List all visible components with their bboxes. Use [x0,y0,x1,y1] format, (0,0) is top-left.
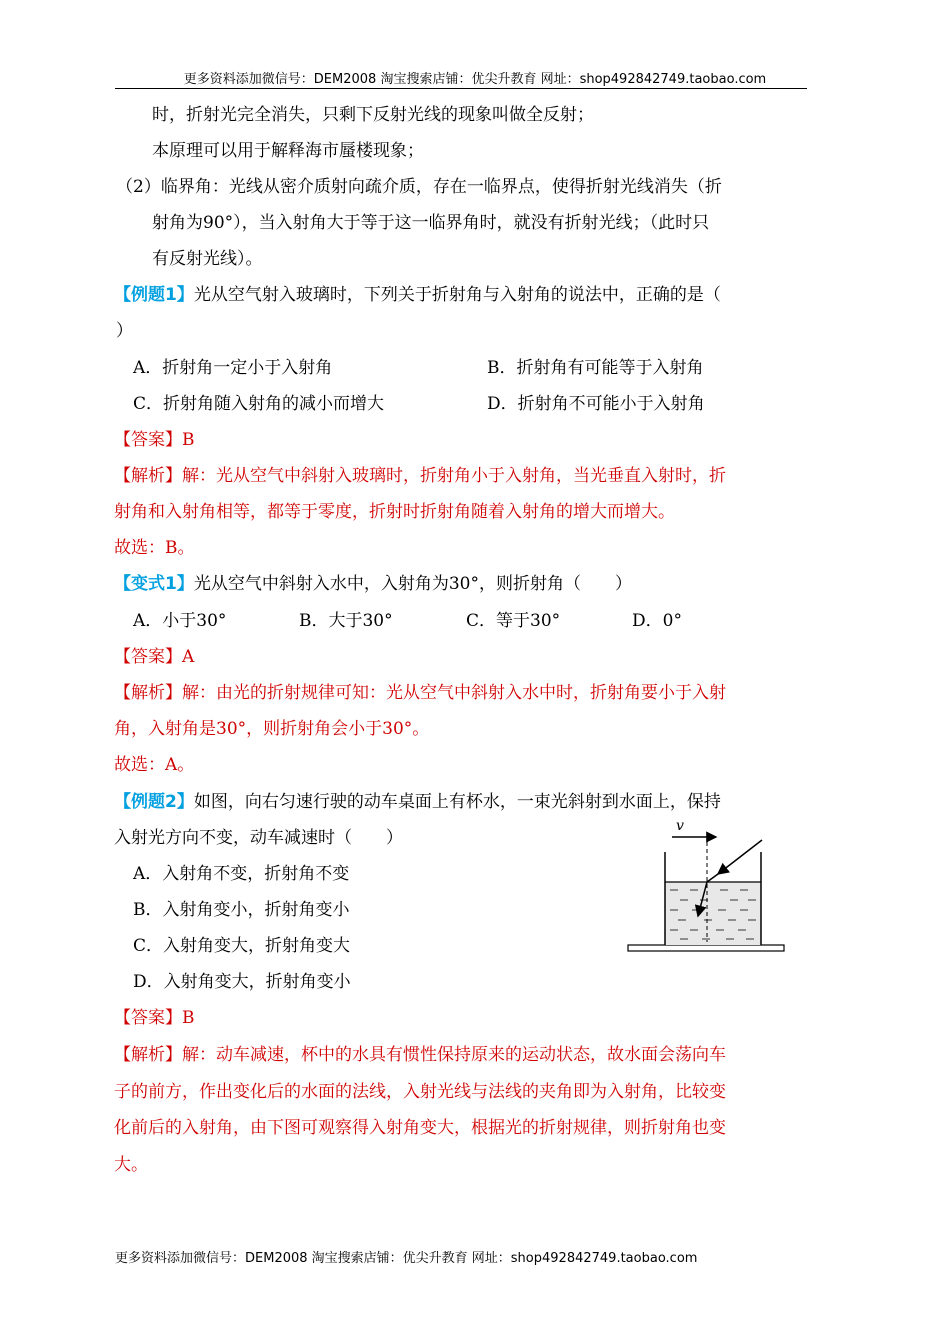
var1-analysis-text: 解：由光的折射规律可知：光从空气中斜射入水中时，折射角要小于入射 [182,683,726,703]
incident-ray [718,840,762,874]
ex2-analysis-tag: 【解析】 [114,1045,182,1065]
ex2-question-cont: 入射光方向不变，动车减速时（ ） [114,828,403,848]
var1-tag: 【变式1】 [114,574,194,594]
incident-ray-tail [707,874,718,882]
var1-answer-tag: 【答案】 [114,647,182,667]
ex1-analysis-tag: 【解析】 [114,466,182,486]
ex1-question-text: 光从空气射入玻璃时，下列关于折射角与入射角的说法中，正确的是（ [193,285,721,305]
var1-option-c: C．等于30° [466,611,561,631]
ex1-answer-value: B [182,430,195,450]
ex2-analysis-2: 子的前方，作出变化后的水面的法线，入射光线与法线的夹角即为入射角，比较变 [114,1082,726,1102]
ex2-analysis-3: 化前后的入射角，由下图可观察得入射角变大，根据光的折射规律，则折射角也变 [114,1118,726,1138]
ex1-option-b: B．折射角有可能等于入射角 [487,358,704,378]
velocity-label: v [676,818,684,834]
var1-analysis-1 [114,678,726,703]
var1-analysis-2: 角，入射角是30°，则折射角会小于30°。 [114,719,430,739]
ex1-analysis-text: 解：光从空气中斜射入玻璃时，折射角小于入射角，当光垂直入射时，折 [182,466,726,486]
intro-line-2: 本原理可以用于解释海市蜃楼现象； [152,141,424,161]
ex1-answer [114,425,195,450]
intro-line-1: 时，折射光完全消失，只剩下反射光线的现象叫做全反射； [152,105,594,125]
ex1-option-c: C．折射角随入射角的减小而增大 [133,394,385,414]
ex2-option-c: C．入射角变大，折射角变大 [133,936,351,956]
ex2-answer [114,1003,195,1028]
var1-option-d: D．0° [632,611,682,631]
ex2-answer-tag: 【答案】 [114,1008,182,1028]
ex2-figure [620,812,790,957]
ex2-analysis-4: 大。 [114,1155,148,1175]
var1-analysis-tag: 【解析】 [114,683,182,703]
var1-answer [114,642,194,667]
ex1-tag: 【例题1】 [114,285,194,305]
ex1-option-a: A．折射角一定小于入射角 [133,358,333,378]
table [628,945,784,951]
ex1-option-d: D．折射角不可能小于入射角 [487,394,705,414]
var1-question-text: 光从空气中斜射入水中，入射角为30°，则折射角（ ） [193,574,632,594]
header-divider [115,88,807,89]
page-footer: 更多资料添加微信号：DEM2008 淘宝搜索店铺：优尖升教育 网址：shop492842749.taobao.com [115,1251,698,1266]
var1-analysis-3: 故选：A。 [114,755,195,775]
var1-answer-value: A [182,647,195,667]
ex2-question-text: 如图，向右匀速行驶的动车桌面上有杯水，一束光斜射到水面上，保持 [193,792,721,812]
var1-question [114,569,632,594]
ex2-analysis-text: 解：动车减速，杯中的水具有惯性保持原来的运动状态，故水面会荡向车 [182,1045,726,1065]
ex2-option-b: B．入射角变小，折射角变小 [133,900,350,920]
ex2-analysis-1 [114,1040,726,1065]
ex1-analysis-2: 射角和入射角相等，都等于零度，折射时折射角随着入射角的增大而增大。 [114,502,675,522]
page-header: 更多资料添加微信号：DEM2008 淘宝搜索店铺：优尖升教育 网址：shop492842749.taobao.com [183,72,767,87]
ex2-option-a: A．入射角不变，折射角不变 [133,864,350,884]
ex1-analysis-3: 故选：B。 [114,538,195,558]
intro-line-4: 射角为90°），当入射角大于等于这一临界角时，就没有折射光线；（此时只 [152,213,710,233]
intro-line-5: 有反射光线）。 [152,249,263,269]
ex1-answer-tag: 【答案】 [114,430,182,450]
ex2-option-d: D．入射角变大，折射角变小 [133,972,351,992]
intro-line-3: （2）临界角：光线从密介质射向疏介质，存在一临界点，使得折射光线消失（折 [116,177,722,197]
ex1-question-cont: ） [116,321,133,341]
ex2-question [114,787,721,812]
ex2-answer-value: B [182,1008,195,1028]
var1-option-b: B．大于30° [299,611,393,631]
ex1-question [114,280,721,305]
water [665,882,761,945]
ex2-tag: 【例题2】 [114,792,194,812]
ex1-analysis-1 [114,461,726,486]
var1-option-a: A．小于30° [133,611,227,631]
